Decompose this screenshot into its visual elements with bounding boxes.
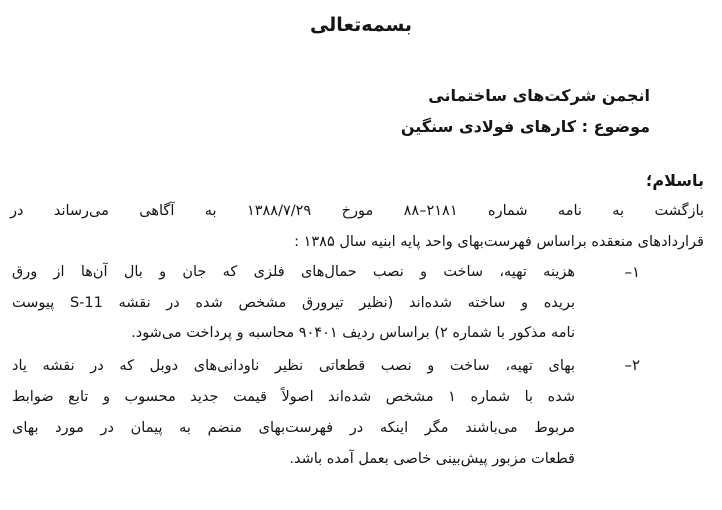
item-2-line: بهای تهیه، ساخت و نصب قطعاتی نظیر ناودانی‌های دوبل که در نقشه یاد xyxy=(12,358,575,374)
item-number-2: ۲– xyxy=(624,356,640,374)
intro-line: بازگشت به نامه شماره ۲۱۸۱–۸۸ مورخ ۱۳۸۸/۷/۲۹ به آگاهی می‌رساند در xyxy=(10,203,705,219)
item-1-line: بریده و ساخته شده‌اند (نظیر تیرورق مشخص شده در نقشه S-11 پیوست xyxy=(12,295,575,311)
greeting: باسلام؛ xyxy=(645,171,704,190)
item-1-line: نامه مذکور با شماره ۲) براساس ردیف ۹۰۴۰۱ محاسبه و پرداخت می‌شود. xyxy=(131,325,575,341)
item-2-line: قطعات مزبور پیش‌بینی خاصی بعمل آمده باشد. xyxy=(289,451,575,467)
letter-subject: موضوع : کارهای فولادی سنگین xyxy=(400,117,650,136)
item-2-line: مربوط می‌باشند مگر اینکه در فهرست‌بهای منضم به پیمان در مورد بهای xyxy=(12,420,575,436)
item-1-line: هزینه تهیه، ساخت و نصب حمال‌های فلزی که جان و بال آن‌ها از ورق xyxy=(12,264,575,280)
item-number-1: ۱– xyxy=(624,263,640,281)
item-2-line: شده با شماره ۱ مشخص شده‌اند اصولاً قیمت جدید محسوب و تابع ضوابط xyxy=(12,389,575,405)
recipient-organization: انجمن شرکت‌های ساختمانی xyxy=(428,86,650,105)
intro-line: قراردادهای منعقده براساس فهرست‌بهای واحد پایه ابنیه سال ۱۳۸۵ : xyxy=(294,234,704,250)
letter-header-title: بسمه‌تعالی xyxy=(309,14,413,36)
